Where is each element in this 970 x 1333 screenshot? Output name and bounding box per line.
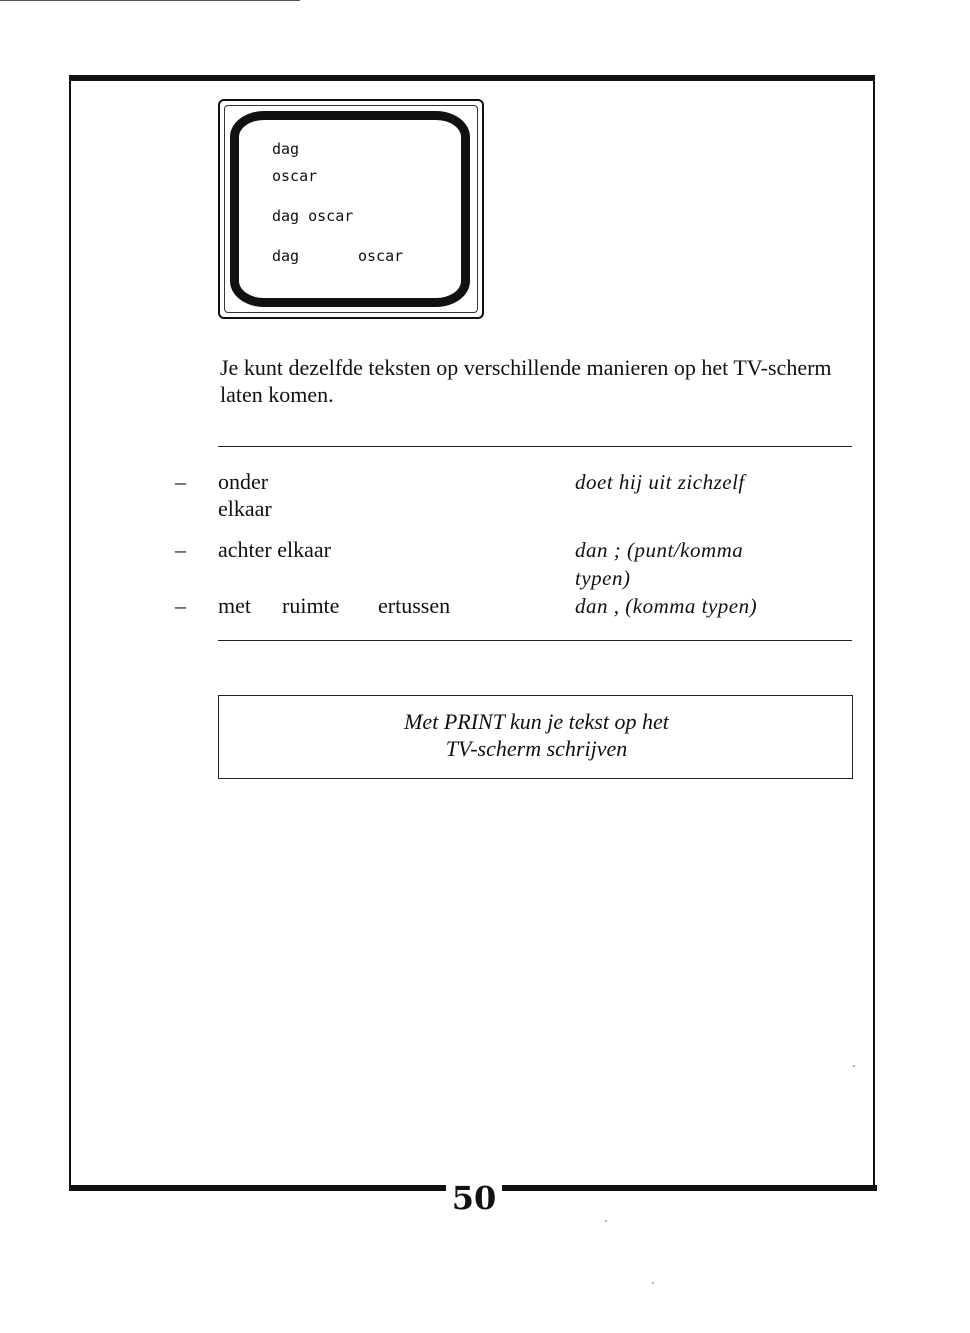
list-item-onder-elkaar [218,468,538,522]
scan-speck [605,1220,607,1222]
item-word: met [218,593,251,618]
summary-line: TV-scherm schrijven [445,736,628,761]
tv-line-dag-oscar: dag oscar [272,207,354,225]
item-word: ertussen [378,593,451,618]
table-top-rule [218,446,852,447]
tv-illustration [218,99,484,319]
tv-line-oscar-spaced: oscar [358,247,404,265]
tv-line-dag: dag [272,140,300,158]
intro-paragraph: Je kunt dezelfde teksten op verschillende manieren op het TV-scherm laten komen. [220,355,832,407]
tv-line-dag-spaced: dag [272,247,300,265]
item-note-line: typen) [575,566,631,590]
scan-edge-line [0,0,300,1]
list-dash: – [175,469,186,494]
item-note-met-ruimte: dan , (komma typen) [575,594,758,618]
item-note-achter [575,536,845,592]
list-dash: – [175,537,186,562]
table-bottom-rule [218,640,852,641]
list-dash: – [175,593,186,618]
list-item-achter-elkaar: achter elkaar [218,537,331,562]
summary-line: Met PRINT kun je tekst op het [404,709,669,734]
item-note-line: dan ; (punt/komma [575,538,744,562]
scan-speck [853,1065,855,1067]
item-note-onder: doet hij uit zichzelf [575,470,745,494]
item-text-line: elkaar [218,496,272,521]
summary-text [219,708,854,762]
item-text-line: onder [218,469,269,494]
scan-speck [652,1282,654,1284]
item-word: ruimte [282,593,340,618]
list-item-met-ruimte-ertussen [218,592,538,619]
tv-line-oscar: oscar [272,167,318,185]
summary-box [218,695,853,779]
page-number: 50 [451,1179,497,1217]
tv-screen [230,111,470,307]
footer-rule-left [69,1185,446,1191]
footer-rule-right [502,1185,877,1191]
